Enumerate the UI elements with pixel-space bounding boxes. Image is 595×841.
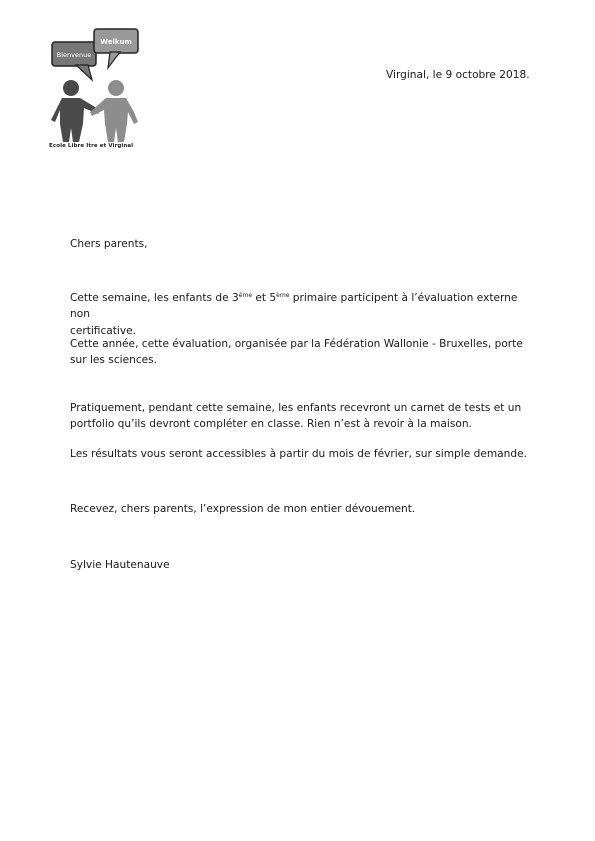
- paragraph-sciences-line1: Cette année, cette évaluation, organisée par la Fédération Wallonie - Bruxelles, porte: [70, 338, 523, 350]
- p1-sup-b: ème: [276, 292, 290, 299]
- date-line: Virginal, le 9 octobre 2018.: [386, 69, 530, 81]
- bubble-right-text: Welkum: [100, 38, 132, 46]
- paragraph-results: Les résultats vous seront accessibles à partir du mois de février, sur simple demande.: [70, 448, 527, 460]
- bubble-left-text: Bienvenue: [56, 51, 92, 59]
- p1-text-c: primaire participent à l’évaluation externe non: [70, 292, 518, 321]
- p1-sup-a: ème: [238, 292, 253, 299]
- paragraph-sciences-line2: sur les sciences.: [70, 354, 158, 367]
- paragraph-practical-line2: portfolio qu’ils devront compléter en classe. Rien n’est à revoir à la maison.: [70, 418, 472, 431]
- p1-text-a: Cette semaine, les enfants de 3: [70, 292, 239, 304]
- greeting: Chers parents,: [70, 238, 148, 250]
- paragraph-evaluation-line1: [70, 290, 540, 323]
- school-logo: [48, 26, 148, 156]
- child-figure-right: [90, 80, 138, 142]
- speech-bubble-right-tail: [108, 52, 120, 68]
- paragraph-practical: [70, 400, 540, 433]
- speech-bubble-left-tail: [76, 65, 92, 80]
- closing-line: Recevez, chers parents, l’expression de mon entier dévouement.: [70, 503, 416, 515]
- school-name: Ecole Libre Itre et Virginal: [49, 143, 134, 149]
- paragraph-evaluation: [70, 290, 540, 339]
- p1-text-b: et 5: [252, 292, 277, 304]
- paragraph-sciences: [70, 336, 540, 369]
- logo-graphic: [48, 26, 148, 146]
- paragraph-practical-line1: Pratiquement, pendant cette semaine, les enfants recevront un carnet de tests et un: [70, 402, 522, 414]
- signature: Sylvie Hautenauve: [70, 559, 170, 571]
- paragraph-evaluation-line2: certificative.: [70, 324, 137, 337]
